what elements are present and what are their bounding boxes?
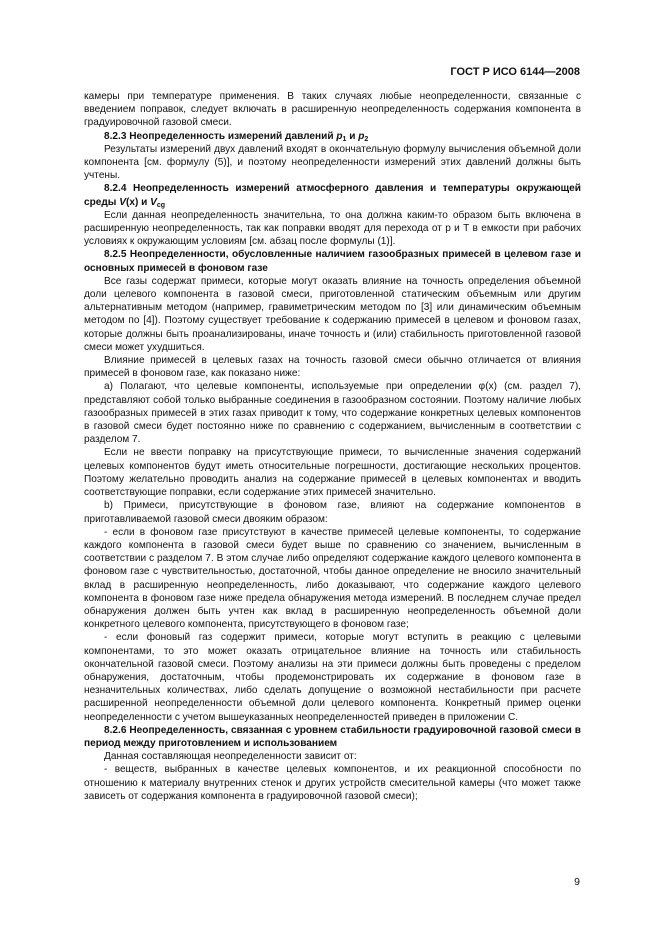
paragraph: камеры при температуре применения. В таких случаях любые неопределенности, связанные с введением поправок, следует включать в расширенную неопределенность содержания компонента в градуировочной газовой смеси.: [84, 91, 581, 129]
list-item-b: b) Примеси, присутствующие в фоновом газе, влияют на содержание компонентов в приготавливаемой газовой смеси двояким образом:: [84, 500, 581, 525]
section-heading-8-2-3: 8.2.3 Неопределенность измерений давлений $p_1$ и $p_2$: [104, 130, 369, 143]
paragraph: Все газы содержат примеси, которые могут оказать влияние на точность определения объемной доли целевого компонента в газовой смеси, приготовленной статическим объемным или другим альтернативным методом (например, гравиметрическим методом по [3] или динамическим объемным методом по [4]). Поэтому существует требование к содержанию примесей в целевом и фоновом газах, которые должны быть проанализированы, иначе точность и (или) стабильность приготовленной газовой смеси может ухудшиться.: [84, 275, 581, 353]
list-item-a: а) Полагают, что целевые компоненты, используемые при определении φ(x) (см. раздел 7), представляют собой только выбранные соединения в газообразном состоянии. Поэтому наличие любых газообразных примесей в этих газах приводит к тому, что содержание конкретных целевых компонентов в газовой смеси будет постоянно ниже по сравнению с содержанием, вычисленным в соответствии с разделом 7.: [84, 381, 581, 446]
paragraph: Влияние примесей в целевых газах на точность газовой смеси обычно отличается от влияния примесей в фоновом газе, как показано ниже:: [84, 355, 581, 380]
document-body: [84, 90, 581, 803]
dash-item: - веществ, выбранных в качестве целевых компонентов, и их реакционной способности по отношению к материалу внутренних стенок и других устройств смесительной камеры (что может также зависеть от содержания компонента в градуировочной газовой смеси);: [84, 764, 581, 802]
section-heading-8-2-6: 8.2.6 Неопределенность, связанная с уровнем стабильности градуировочной газовой смеси в период между приготовлением и использованием: [84, 724, 581, 749]
dash-item: - если фоновый газ содержит примеси, которые могут вступить в реакцию с целевыми компонентами, то это может оказать отрицательное влияние на точность или стабильность окончательной газовой смеси. Поэтому анализы на эти примеси должны быть проведены с пределом обнаружения, достаточным, чтобы продемонстрировать их содержание в фоновом газе в незначительных количествах, либо сделать допущение о возможной нестабильности при расчете расширенной неопределенности объемной доли целевого компонента. Конкретный пример оценки неопределенности с учетом вышеуказанных неопределенностей приведен в приложении С.: [84, 632, 581, 723]
paragraph: Данная составляющая неопределенности зависит от:: [104, 751, 357, 763]
section-heading-8-2-4: 8.2.4 Неопределенность измерений атмосферного давления и температуры окружающей среды V(x) и $V_{cg}$: [84, 183, 581, 209]
dash-item: - если в фоновом газе присутствуют в качестве примесей целевые компоненты, то содержание каждого компонента в газовой смеси будет выше по сравнению со значением, вычисленным в соответствии с разделом 7. В этом случае либо определяют содержание каждого целевого компонента в фоновом газе с чувствительностью, достаточной, чтобы данное определение не вносило значительный вклад в расширенную неопределенность, либо доказывают, что содержание каждого целевого компонента в фоновом газе ниже предела обнаружения метода измерений. В последнем случае предел обнаружения должен быть учтен как вклад в расширенную неопределенность объемной доли конкретного целевого компонента, присутствующего в фоновом газе;: [84, 526, 581, 631]
page-number: 9: [574, 876, 580, 888]
paragraph: Результаты измерений двух давлений входят в окончательную формулу вычисления объемной доли компонента [см. формулу (5)], и поэтому неопределенности измерений этих давлений должны быть учтены.: [84, 143, 581, 182]
paragraph: Если не ввести поправку на присутствующие примеси, то вычисленные значения содержаний целевых компонентов будут иметь относительные погрешности, достигающие нескольких процентов. Поэтому желательно проводить анализ на содержание примесей в целевых компонентах и вводить соответствующие поправки, если содержание этих примесей значительно.: [84, 447, 581, 499]
document-header: ГОСТ Р ИСО 6144—2008: [450, 66, 580, 78]
paragraph: Если данная неопределенность значительна, то она должна каким-то образом быть включена в расширенную неопределенность, так как поправки вводят для перехода от p и T в емкости при рабочих условиях к окружающим условиям [см. абзац после формулы (1)].: [84, 209, 581, 248]
section-heading-8-2-5: 8.2.5 Неопределенности, обусловленные наличием газообразных примесей в целевом газе и основных примесей в фоновом газе: [84, 249, 581, 274]
